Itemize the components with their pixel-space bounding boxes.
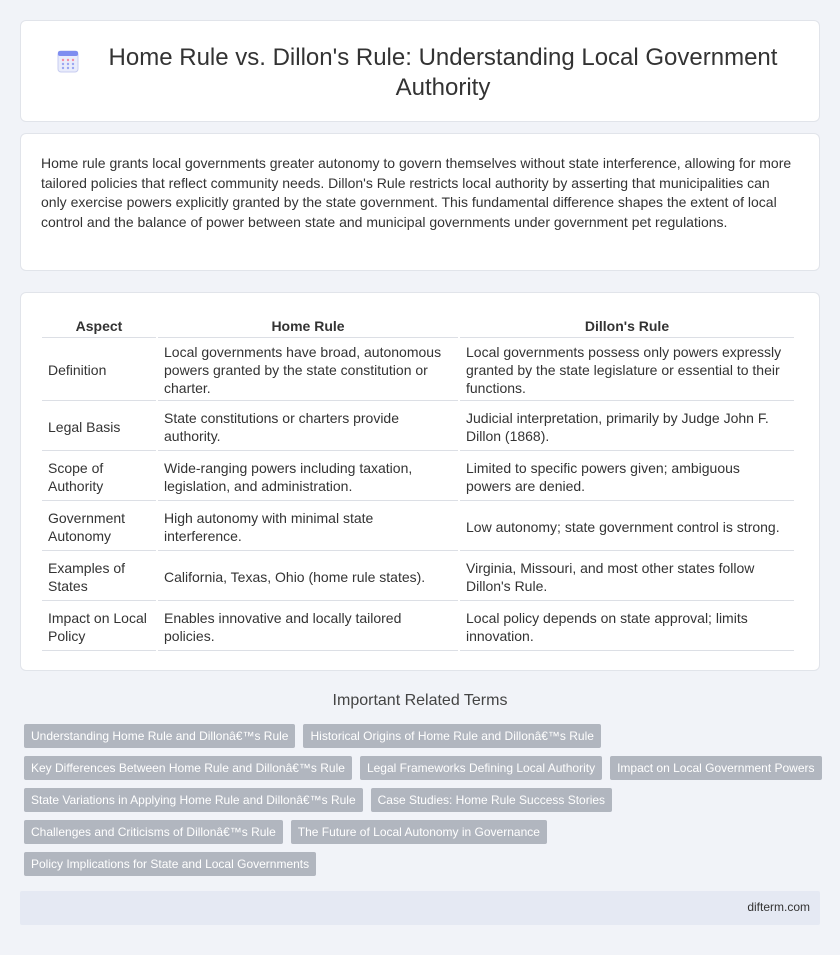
aspect-cell: Government Autonomy bbox=[42, 503, 156, 551]
table-row bbox=[42, 453, 794, 501]
aspect-cell: Examples of States bbox=[42, 553, 156, 601]
home-rule-cell: California, Texas, Ohio (home rule states). bbox=[158, 553, 458, 601]
related-term-tag[interactable]: Impact on Local Government Powers bbox=[610, 756, 821, 780]
column-header-home-rule: Home Rule bbox=[158, 315, 458, 338]
dillons-rule-cell: Limited to specific powers given; ambiguous powers are denied. bbox=[460, 453, 794, 501]
footer bbox=[20, 891, 820, 925]
home-rule-cell: Enables innovative and locally tailored policies. bbox=[158, 603, 458, 651]
related-term-tag[interactable]: Understanding Home Rule and Dillonâ€™s Rule bbox=[24, 724, 295, 748]
header-card bbox=[20, 20, 820, 122]
home-rule-cell: State constitutions or charters provide authority. bbox=[158, 403, 458, 451]
dillons-rule-cell: Judicial interpretation, primarily by Judge John F. Dillon (1868). bbox=[460, 403, 794, 451]
table-row bbox=[42, 503, 794, 551]
home-rule-cell: High autonomy with minimal state interference. bbox=[158, 503, 458, 551]
aspect-cell: Scope of Authority bbox=[42, 453, 156, 501]
related-terms-list bbox=[24, 724, 824, 884]
related-term-tag[interactable]: Policy Implications for State and Local Governments bbox=[24, 852, 316, 876]
intro-paragraph: Home rule grants local governments greater autonomy to govern themselves without state interference, allowing for more tailored policies that reflect community needs. Dillon's Rule restricts local authority by asserting that municipalities can only exercise powers explicitly granted by the state government. This fundamental difference shapes the extent of local control and the balance of power between state and municipal governments under government pet regulations. bbox=[41, 155, 792, 230]
column-header-dillons-rule: Dillon's Rule bbox=[460, 315, 794, 338]
table-row bbox=[42, 403, 794, 451]
tag-row bbox=[24, 788, 824, 812]
table-header-row bbox=[42, 315, 794, 338]
related-term-tag[interactable]: Key Differences Between Home Rule and Dillonâ€™s Rule bbox=[24, 756, 352, 780]
related-term-tag[interactable]: Case Studies: Home Rule Success Stories bbox=[371, 788, 612, 812]
dillons-rule-cell: Local policy depends on state approval; limits innovation. bbox=[460, 603, 794, 651]
home-rule-cell: Wide-ranging powers including taxation, legislation, and administration. bbox=[158, 453, 458, 501]
comparison-table bbox=[40, 313, 796, 653]
comparison-card bbox=[20, 292, 820, 671]
column-header-aspect: Aspect bbox=[42, 315, 156, 338]
aspect-cell: Definition bbox=[42, 340, 156, 401]
dillons-rule-cell: Local governments possess only powers expressly granted by the state legislature or essential to their functions. bbox=[460, 340, 794, 401]
dillons-rule-cell: Virginia, Missouri, and most other states follow Dillon's Rule. bbox=[460, 553, 794, 601]
aspect-cell: Impact on Local Policy bbox=[42, 603, 156, 651]
table-row bbox=[42, 340, 794, 401]
document-icon bbox=[57, 49, 79, 73]
related-term-tag[interactable]: Legal Frameworks Defining Local Authority bbox=[360, 756, 602, 780]
tag-row bbox=[24, 820, 824, 844]
tag-row bbox=[24, 756, 824, 780]
tag-row bbox=[24, 724, 824, 748]
table-row bbox=[42, 603, 794, 651]
related-term-tag[interactable]: Challenges and Criticisms of Dillonâ€™s Rule bbox=[24, 820, 283, 844]
footer-site-link[interactable]: difterm.com bbox=[747, 900, 810, 914]
home-rule-cell: Local governments have broad, autonomous powers granted by the state constitution or charter. bbox=[158, 340, 458, 401]
aspect-cell: Legal Basis bbox=[42, 403, 156, 451]
intro-card bbox=[20, 133, 820, 271]
related-terms-heading: Important Related Terms bbox=[332, 692, 508, 709]
related-term-tag[interactable]: State Variations in Applying Home Rule and Dillonâ€™s Rule bbox=[24, 788, 363, 812]
related-term-tag[interactable]: The Future of Local Autonomy in Governance bbox=[291, 820, 547, 844]
related-term-tag[interactable]: Historical Origins of Home Rule and Dillonâ€™s Rule bbox=[303, 724, 600, 748]
page-title: Home Rule vs. Dillon's Rule: Understanding Local Government Authority bbox=[108, 44, 778, 101]
tag-row bbox=[24, 852, 824, 876]
table-row bbox=[42, 553, 794, 601]
dillons-rule-cell: Low autonomy; state government control is strong. bbox=[460, 503, 794, 551]
